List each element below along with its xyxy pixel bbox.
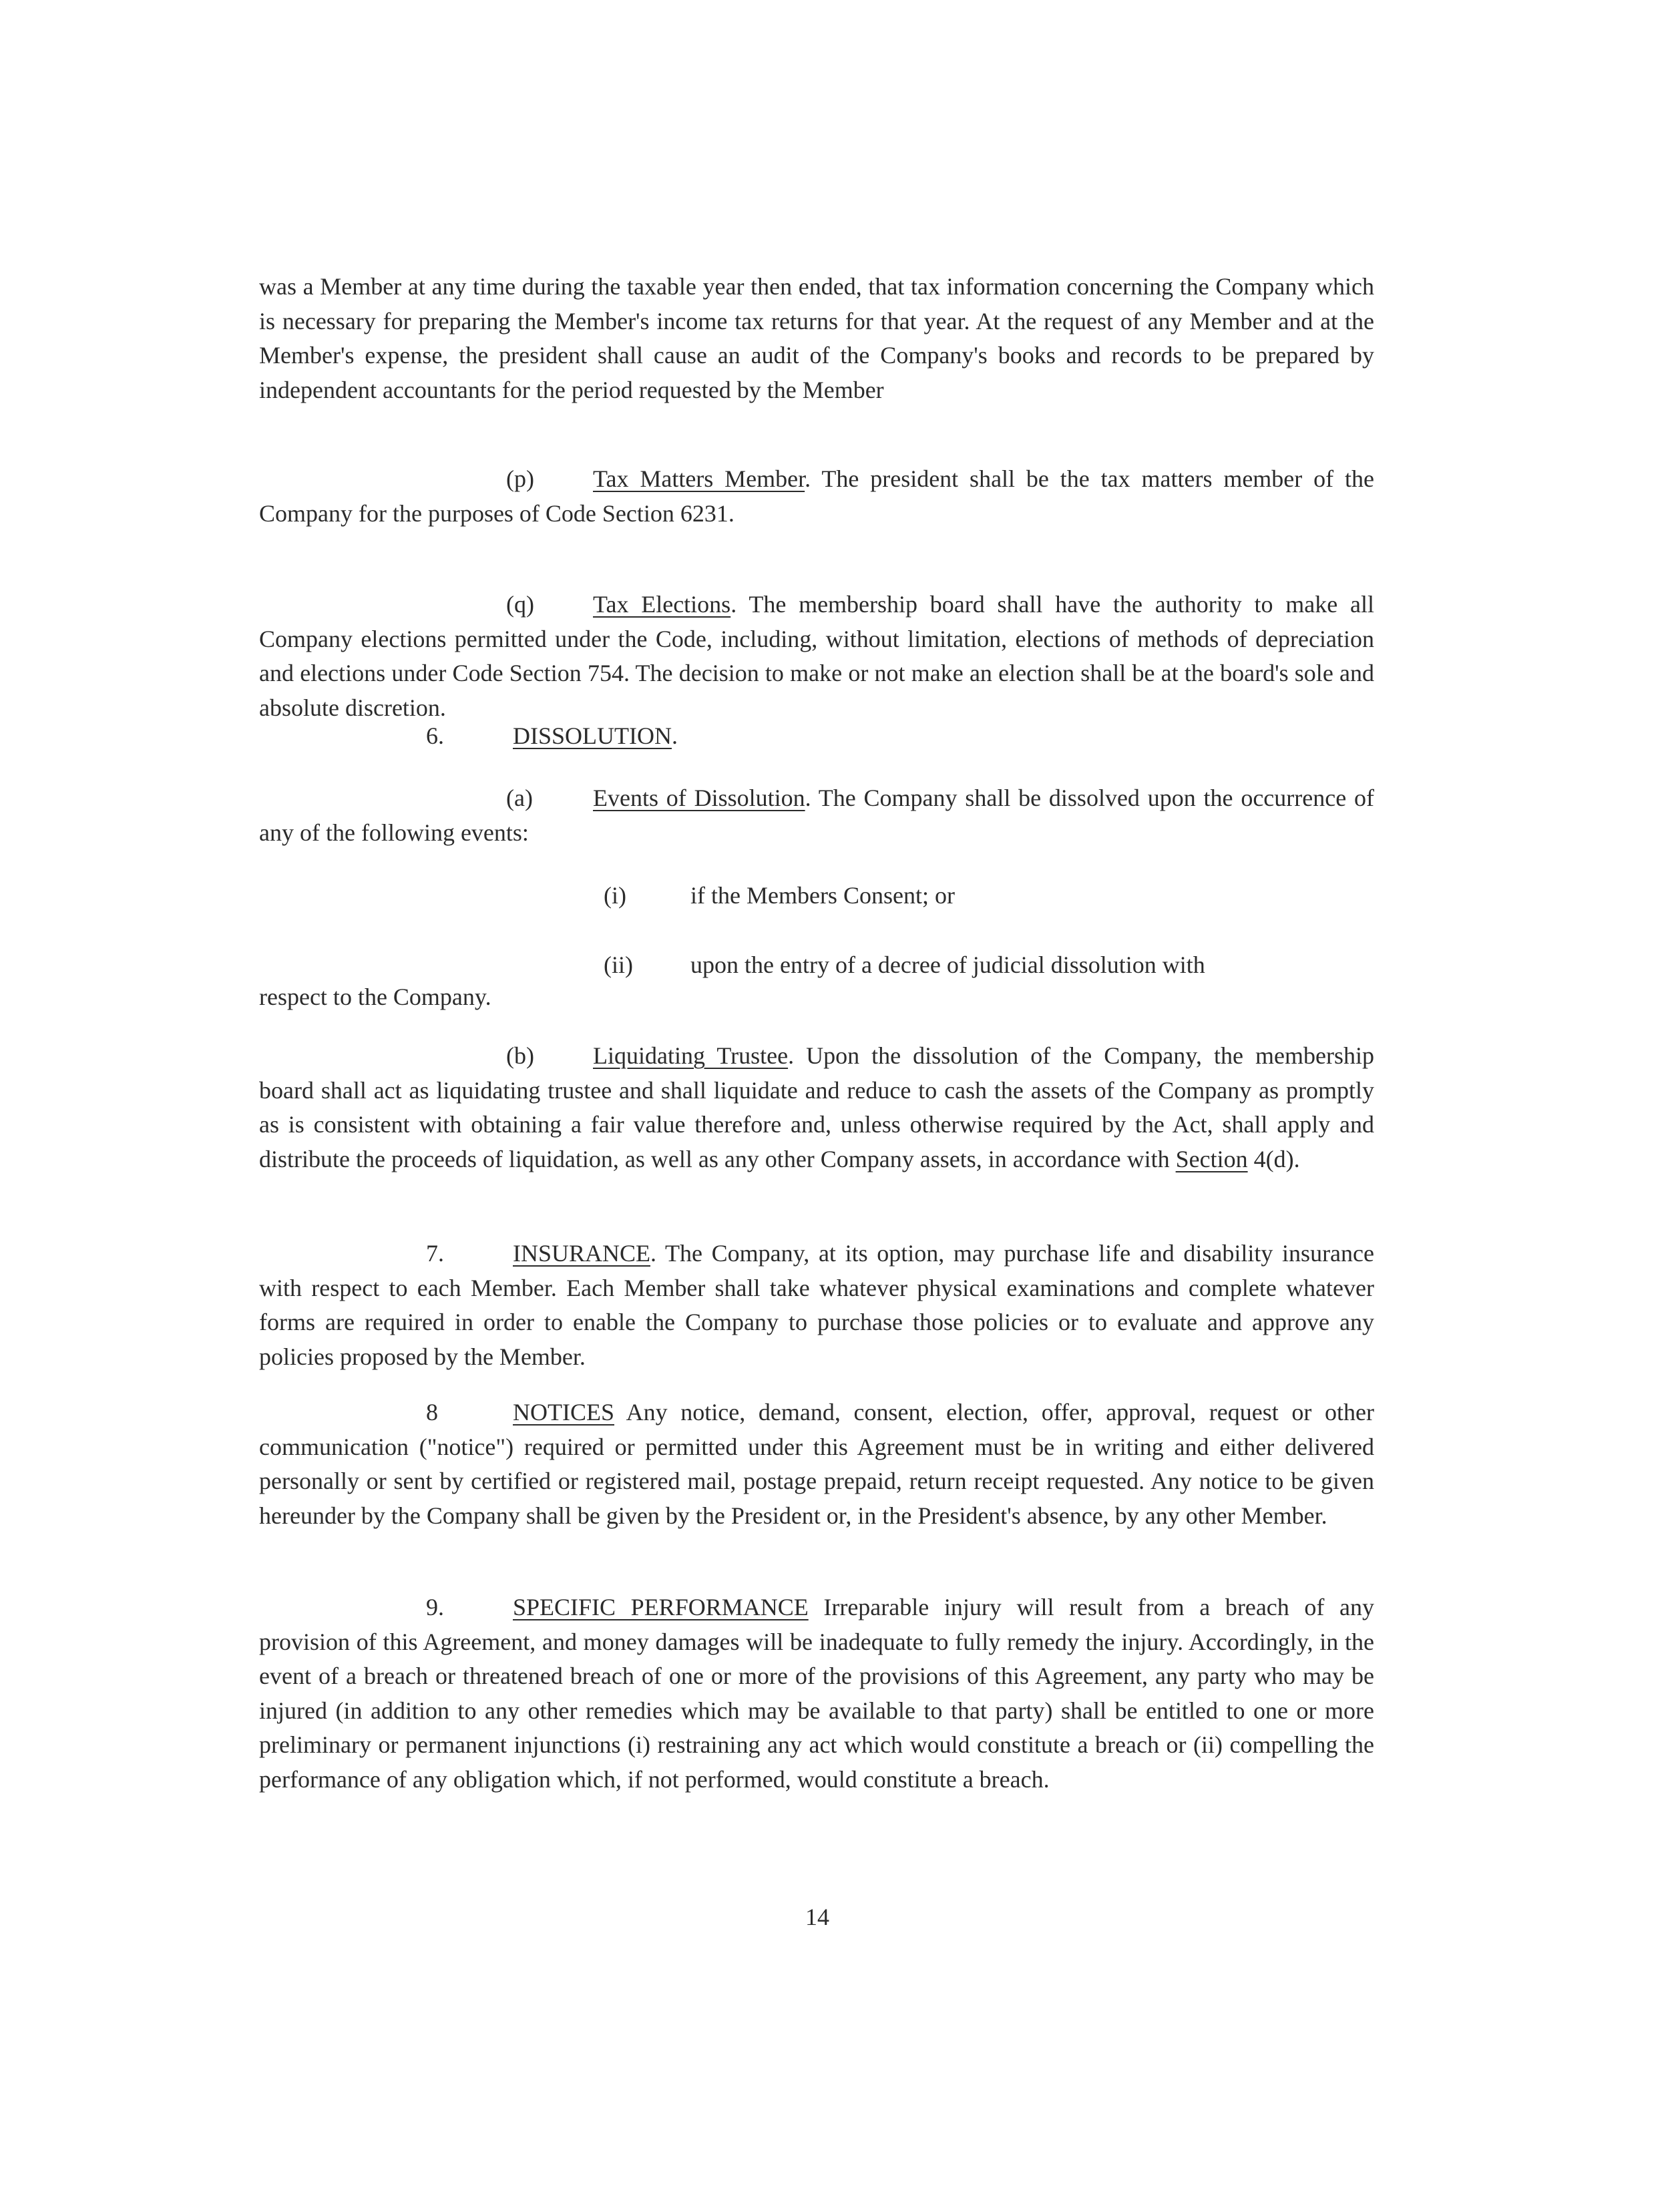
item-ii-text: upon the entry of a decree of judicial dissolution with — [690, 951, 1205, 978]
section-7-title: INSURANCE — [513, 1240, 651, 1267]
paragraph-6b — [259, 1039, 1374, 1176]
paragraph-q-text: . The membership board shall have the authority to make all Company elections permitted under the Code, including, without limitation, elections of methods of depreciation and elections under Code Section 754. The decision to make or not make an election shall be at the board's sole and absolute discretion. — [259, 591, 1375, 721]
paragraph-q — [259, 588, 1374, 725]
section-8-number: 8 — [426, 1399, 438, 1426]
item-i — [604, 879, 955, 913]
paragraph-p-text: . The president shall be the tax matters member of the Company for the purposes of Code Section 6231. — [259, 465, 1374, 527]
item-ii-continuation: respect to the Company. — [259, 983, 491, 1010]
section-9 — [259, 1590, 1374, 1797]
section-7 — [259, 1237, 1374, 1374]
item-i-number: (i) — [604, 882, 626, 909]
paragraph-6a-heading: Events of Dissolution — [593, 785, 805, 811]
section-7-number: 7. — [426, 1240, 444, 1267]
item-i-text: if the Members Consent; or — [690, 882, 955, 909]
section-reference: Section — [1175, 1145, 1248, 1172]
paragraph-6b-text: . Upon the dissolution of the Company, the membership board shall act as liquidating trustee and shall liquidate and reduce to cash the assets of the Company as promptly as is consistent with obtaining a fair value therefore and, unless otherwise required by the Act, shall apply and distribute the proceeds of liquidation, as well as any other Company assets, in accordance with — [259, 1042, 1374, 1172]
paragraph-p-heading: Tax Matters Member — [593, 465, 805, 492]
paragraph-6a-number: (a) — [506, 785, 533, 811]
paragraph-q-number: (q) — [506, 591, 534, 618]
section-6-heading — [259, 719, 1374, 754]
item-ii — [604, 948, 1205, 983]
section-8-text: Any notice, demand, consent, election, offer, approval, request or other communication ("notice") required or permitted under this Agreement must be in writing and either delivered personally or sent by certified or registered mail, postage prepaid, return receipt requested. Any notice to be given hereunder by the Company shall be given by the President or, in the President's absence, by any other Member. — [259, 1399, 1374, 1529]
section-7-text: . The Company, at its option, may purchase life and disability insurance with respect to each Member. Each Member shall take whatever physical examinations and complete whatever forms are required in order to enable the Company to purchase those policies or to evaluate and approve any policies proposed by the Member. — [259, 1240, 1374, 1370]
paragraph-p-number: (p) — [506, 465, 534, 492]
section-8-title: NOTICES — [513, 1399, 614, 1426]
paragraph-p — [259, 462, 1374, 531]
paragraph-6a-text: . The Company shall be dissolved upon the occurrence of any of the following events: — [259, 785, 1374, 846]
section-6-suffix: . — [672, 722, 678, 749]
section-9-title: SPECIFIC PERFORMANCE — [513, 1594, 809, 1620]
section-reference-tail: 4(d). — [1247, 1145, 1300, 1172]
paragraph-6b-number: (b) — [506, 1042, 534, 1069]
paragraph-6a — [259, 781, 1374, 850]
page-number: 14 — [805, 1904, 829, 1930]
section-9-text: Irreparable injury will result from a breach of any provision of this Agreement, and money damages will be inadequate to fully remedy the injury. Accordingly, in the event of a breach or threatened breach of one or more of the provisions of this Agreement, any party who may be injured (in addition to any other remedies which may be available to that party) shall be entitled to one or more preliminary or permanent injunctions (i) restraining any act which would constitute a breach or (ii) compelling the performance of any obligation which, if not performed, would constitute a breach. — [259, 1594, 1374, 1793]
section-8 — [259, 1395, 1374, 1533]
paragraph-6b-heading: Liquidating Trustee — [593, 1042, 789, 1069]
section-9-number: 9. — [426, 1594, 444, 1620]
section-6-number: 6. — [426, 722, 444, 749]
paragraph-q-heading: Tax Elections — [593, 591, 731, 618]
item-ii-number: (ii) — [604, 951, 633, 978]
paragraph-o-continuation: was a Member at any time during the taxable year then ended, that tax information concerning the Company which is necessary for preparing the Member's income tax returns for that year. At the request of any Member and at the Member's expense, the president shall cause an audit of the Company's books and records to be prepared by independent accountants for the period requested by the Member — [259, 273, 1374, 403]
section-6-title: DISSOLUTION — [513, 722, 672, 749]
